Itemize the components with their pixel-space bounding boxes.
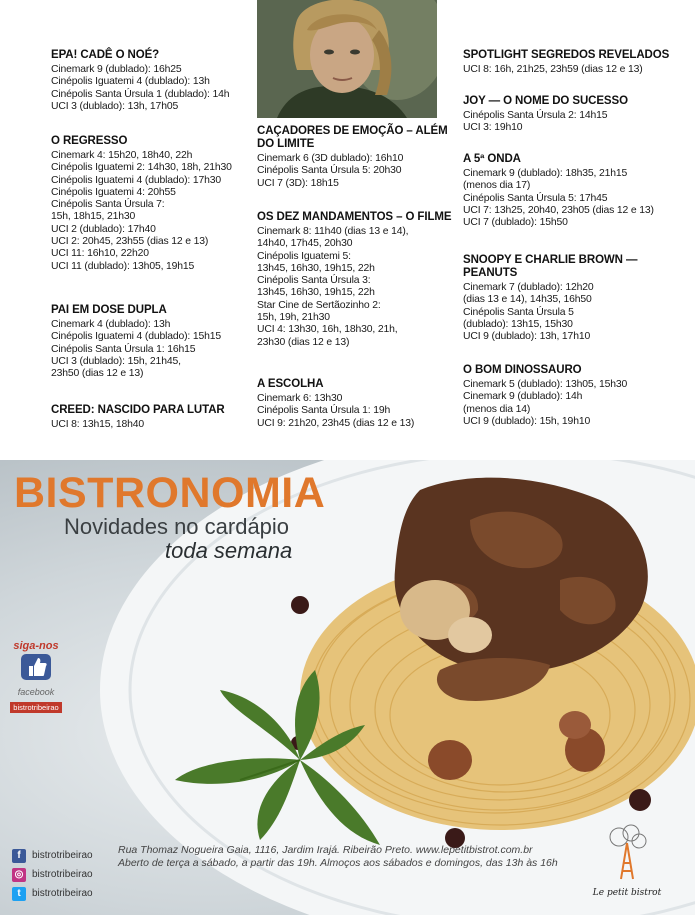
showtime-line: UCI 7 (dublado): 15h50	[463, 217, 568, 229]
movie-listing	[51, 135, 251, 273]
movie-title: PAI EM DOSE DUPLA	[51, 304, 167, 316]
showtime-line: 15h, 19h, 21h30	[257, 312, 330, 324]
showtime-line: Cinépolis Santa Úrsula 1 (dublado): 14h	[51, 88, 230, 100]
movie-title: EPA! CADÊ O NOÉ?	[51, 49, 160, 61]
follow-us-handle: bistrotribeirao	[10, 702, 61, 713]
restaurant-address: Rua Thomaz Nogueira Gaia, 1116, Jardim Irajá. Ribeirão Preto. www.lepetitbistrot.com.br	[118, 844, 533, 856]
showtime-line: 13h45, 16h30, 19h15, 22h	[257, 287, 375, 299]
showtime-line: UCI 9 (dublado): 15h, 19h10	[463, 415, 591, 427]
showtime-line: UCI 4: 13h30, 16h, 18h30, 21h,	[257, 324, 398, 336]
movie-title: JOY — O NOME DO SUCESSO	[463, 95, 628, 107]
movie-listing	[463, 153, 688, 229]
showtime-line: Cinépolis Iguatemi 2: 14h30, 18h, 21h30	[51, 162, 232, 174]
eiffel-tower-logo-icon	[597, 823, 657, 883]
showtime-line: Cinépolis Santa Úrsula 2: 14h15	[463, 110, 608, 121]
bistronomia-ad	[0, 460, 695, 915]
showtime-line: Cinemark 9 (dublado): 16h25	[51, 64, 182, 75]
movie-listing	[257, 211, 452, 349]
opening-hours: Aberto de terça a sábado, a partir das 19h. Almoços aos sábados e domingos, das 13h às 16h	[118, 857, 558, 869]
showtime-line: 15h, 18h15, 21h30	[51, 211, 136, 223]
showtime-line: Cinépolis Santa Úrsula 7:	[51, 199, 165, 211]
follow-us-network: facebook	[17, 687, 55, 697]
showtime-line: Cinemark 6: 13h30	[257, 393, 343, 404]
showtime-line: UCI 8: 13h15, 18h40	[51, 419, 145, 430]
showtime-line: UCI 7: 13h25, 20h40, 23h05 (dias 12 e 13)	[463, 204, 654, 216]
movie-still-photo	[257, 0, 437, 118]
showtime-line: (dublado): 13h15, 15h30	[463, 318, 573, 330]
showtime-line: Star Cine de Sertãozinho 2:	[257, 299, 381, 311]
showtime-line: Cinemark 9 (dublado): 18h35, 21h15	[463, 168, 628, 179]
restaurant-logo	[592, 823, 662, 898]
showtime-line: Cinépolis Iguatemi 4 (dublado): 17h30	[51, 174, 222, 186]
showtime-line: 23h50 (dias 12 e 13)	[51, 368, 144, 380]
showtime-line: UCI 11 (dublado): 13h05, 19h15	[51, 260, 195, 272]
showtime-line: UCI 3 (dublado): 13h, 17h05	[51, 100, 179, 112]
social-link-twitter[interactable]	[12, 885, 162, 903]
brand-title: BISTRONOMIA	[14, 469, 326, 517]
movie-listing	[463, 49, 688, 76]
follow-us-title: siga-nos	[13, 640, 59, 652]
movie-title: OS DEZ MANDAMENTOS – O FILME	[257, 211, 452, 223]
showtime-line: UCI 11: 16h10, 22h20	[51, 248, 149, 260]
showtime-line: Cinépolis Santa Úrsula 5	[463, 306, 574, 318]
movie-listing	[257, 378, 452, 430]
facebook-icon: f	[12, 849, 26, 863]
showtime-line: (menos dia 17)	[463, 180, 531, 192]
showtime-line: UCI 3: 19h10	[463, 122, 523, 134]
movie-title: A 5ª ONDA	[463, 153, 521, 165]
instagram-icon: ◎	[12, 868, 26, 882]
movie-title: O REGRESSO	[51, 135, 128, 147]
showtime-line: Cinemark 7 (dublado): 12h20	[463, 282, 594, 293]
movie-listing	[463, 95, 688, 135]
showtime-line: UCI 2 (dublado): 17h40	[51, 223, 156, 235]
movie-listing	[51, 49, 251, 113]
showtime-line: Cinépolis Iguatemi 4: 20h55	[51, 186, 176, 198]
movie-listing	[257, 125, 452, 190]
showtime-line: Cinépolis Santa Úrsula 3:	[257, 275, 371, 287]
showtime-line: Cinemark 4: 15h20, 18h40, 22h	[51, 150, 193, 161]
movie-title: CREED: NASCIDO PARA LUTAR	[51, 404, 225, 416]
social-label: bistrotribeirao	[32, 888, 93, 900]
tagline-line-1: Novidades no cardápio	[64, 514, 290, 539]
showtime-line: Cinépolis Santa Úrsula 5: 17h45	[463, 192, 608, 204]
movie-listing	[463, 364, 688, 428]
showtime-line: Cinemark 4 (dublado): 13h	[51, 319, 171, 330]
showtime-line: Cinemark 9 (dublado): 14h	[463, 391, 583, 403]
movie-listing	[51, 304, 251, 380]
showtime-line: (menos dia 14)	[463, 403, 531, 415]
showtime-line: UCI 8: 16h, 21h25, 23h59 (dias 12 e 13)	[463, 64, 643, 75]
movie-title: SPOTLIGHT SEGREDOS REVELADOS	[463, 49, 670, 61]
showtime-line: Cinemark 5 (dublado): 13h05, 15h30	[463, 379, 628, 390]
thumbs-up-icon	[19, 652, 53, 682]
movie-listing	[51, 404, 251, 431]
restaurant-address-block	[118, 844, 558, 870]
twitter-icon: t	[12, 887, 26, 901]
showtime-line: 13h45, 16h30, 19h15, 22h	[257, 262, 375, 274]
showtime-line: Cinépolis Iguatemi 4 (dublado): 13h	[51, 76, 210, 88]
showtime-line: UCI 3 (dublado): 15h, 21h45,	[51, 355, 181, 367]
social-label: bistrotribeirao	[32, 869, 93, 881]
showtime-line: Cinépolis Iguatemi 4 (dublado): 15h15	[51, 331, 222, 343]
showtime-line: Cinépolis Santa Úrsula 1: 16h15	[51, 343, 196, 355]
showtime-line: UCI 9 (dublado): 13h, 17h10	[463, 331, 591, 343]
showtime-line: Cinemark 8: 11h40 (dias 13 e 14),	[257, 226, 409, 237]
movie-title: SNOOPY E CHARLIE BROWN — PEANUTS	[463, 254, 638, 279]
tagline-line-2: toda semana	[165, 538, 293, 563]
showtime-line: Cinépolis Santa Úrsula 5: 20h30	[257, 165, 402, 177]
showtime-line: UCI 9: 21h20, 23h45 (dias 12 e 13)	[257, 417, 415, 429]
social-label: bistrotribeirao	[32, 850, 93, 862]
showtime-line: UCI 7 (3D): 18h15	[257, 177, 339, 189]
logo-text: Le petit bistrot	[592, 888, 662, 898]
follow-us-badge[interactable]	[10, 640, 62, 715]
movie-title: A ESCOLHA	[257, 378, 324, 390]
showtime-line: 14h40, 17h45, 20h30	[257, 238, 353, 250]
showtime-line: Cinépolis Iguatemi 5:	[257, 250, 351, 262]
showtime-line: 23h30 (dias 12 e 13)	[257, 336, 350, 348]
movie-title: O BOM DINOSSAURO	[463, 364, 582, 376]
showtime-line: (dias 13 e 14), 14h35, 16h50	[463, 294, 592, 306]
showtime-line: Cinemark 6 (3D dublado): 16h10	[257, 153, 404, 164]
movie-listing	[463, 254, 688, 343]
movie-title: CAÇADORES DE EMOÇÃO – ALÉM DO LIMITE	[257, 125, 448, 150]
showtime-line: Cinépolis Santa Úrsula 1: 19h	[257, 405, 391, 417]
showtime-line: UCI 2: 20h45, 23h55 (dias 12 e 13)	[51, 236, 209, 248]
